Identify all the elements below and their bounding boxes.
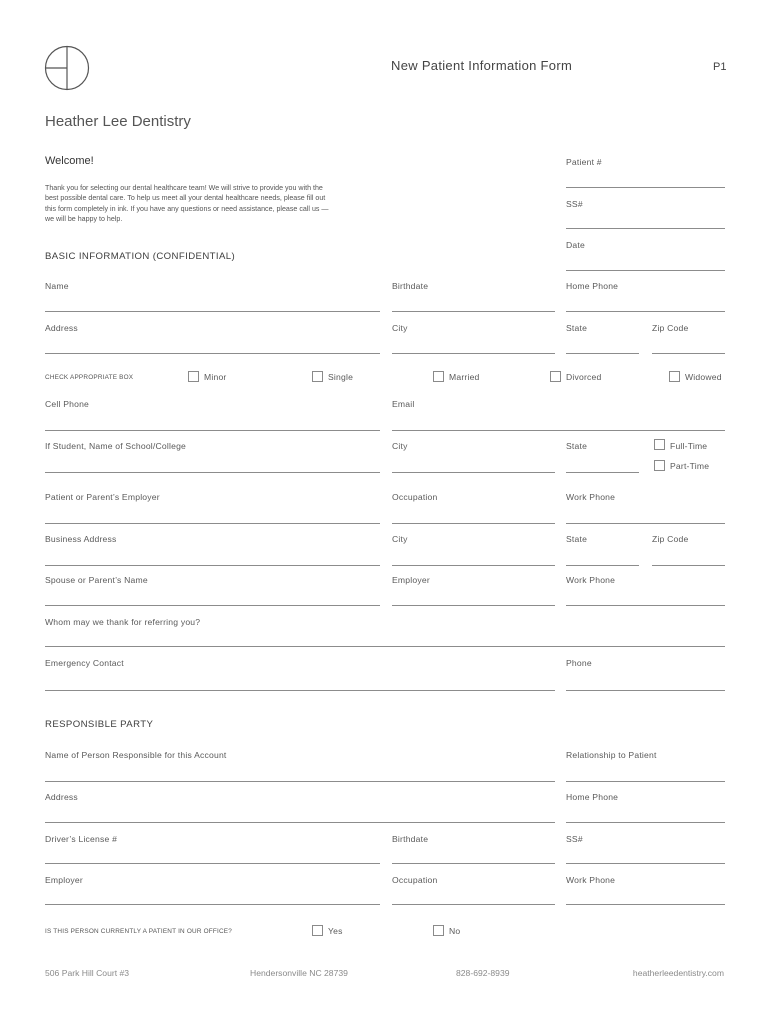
employer-field[interactable] [45, 523, 380, 524]
email-label: Email [392, 399, 415, 409]
address-field[interactable] [45, 353, 380, 354]
married-label: Married [449, 372, 480, 382]
patient-number-field[interactable] [566, 187, 725, 188]
responsible-address-field[interactable] [45, 822, 555, 823]
home-phone-label: Home Phone [566, 281, 619, 291]
welcome-line: we will be happy to help. [45, 215, 123, 224]
spouse-employer-label: Employer [392, 575, 430, 585]
practice-name: Heather Lee Dentistry [45, 113, 191, 130]
work-phone-label: Work Phone [566, 492, 616, 502]
patient-number-label: Patient # [566, 157, 602, 167]
form-title: New Patient Information Form [391, 58, 573, 73]
zip-field[interactable] [652, 353, 725, 354]
occupation-field[interactable] [392, 523, 555, 524]
school-field[interactable] [45, 472, 380, 473]
referral-label: Whom may we thank for referring you? [45, 617, 201, 627]
minor-label: Minor [204, 372, 227, 382]
emergency-contact-field[interactable] [45, 690, 555, 691]
license-label: Driver’s License # [45, 834, 118, 844]
cell-phone-field[interactable] [45, 430, 380, 431]
responsible-occupation-field[interactable] [392, 904, 555, 905]
welcome-heading: Welcome! [45, 155, 94, 167]
responsible-ss-field[interactable] [566, 863, 725, 864]
welcome-line: best possible dental care. To help us meet all your dental healthcare needs, please fill out [45, 194, 326, 203]
check-box-label: CHECK APPROPRIATE BOX [45, 374, 134, 381]
married-checkbox[interactable] [433, 371, 444, 382]
school-city-label: City [392, 441, 408, 451]
minor-checkbox[interactable] [188, 371, 199, 382]
footer-street: 506 Park Hill Court #3 [45, 968, 130, 978]
city-label: City [392, 323, 408, 333]
state-label: State [566, 323, 588, 333]
practice-logo [44, 45, 90, 91]
page-label: P1 [713, 61, 727, 73]
school-state-field[interactable] [566, 472, 639, 473]
spouse-work-phone-field[interactable] [566, 605, 725, 606]
responsible-address-label: Address [45, 792, 78, 802]
business-zip-label: Zip Code [652, 534, 689, 544]
school-label: If Student, Name of School/College [45, 441, 187, 451]
welcome-text [45, 183, 329, 225]
business-address-field[interactable] [45, 565, 380, 566]
spouse-work-phone-label: Work Phone [566, 575, 616, 585]
occupation-label: Occupation [392, 492, 438, 502]
part-time-checkbox[interactable] [654, 460, 665, 471]
business-state-label: State [566, 534, 588, 544]
spouse-name-field[interactable] [45, 605, 380, 606]
responsible-home-phone-field[interactable] [566, 822, 725, 823]
responsible-birthdate-label: Birthdate [392, 834, 429, 844]
school-state-label: State [566, 441, 588, 451]
single-label: Single [328, 372, 354, 382]
footer-city: Hendersonville NC 28739 [250, 968, 348, 978]
state-field[interactable] [566, 353, 639, 354]
birthdate-label: Birthdate [392, 281, 429, 291]
relationship-field[interactable] [566, 781, 725, 782]
emergency-contact-label: Emergency Contact [45, 658, 124, 668]
responsible-employer-label: Employer [45, 875, 83, 885]
divorced-label: Divorced [566, 372, 602, 382]
spouse-employer-field[interactable] [392, 605, 555, 606]
relationship-label: Relationship to Patient [566, 750, 657, 760]
name-label: Name [45, 281, 69, 291]
business-city-label: City [392, 534, 408, 544]
responsible-party-heading: RESPONSIBLE PARTY [45, 719, 154, 730]
welcome-line: this form completely in ink. If you have any questions or need assistance, please call us — [45, 204, 329, 213]
no-checkbox[interactable] [433, 925, 444, 936]
emergency-phone-field[interactable] [566, 690, 725, 691]
business-state-field[interactable] [566, 565, 639, 566]
footer-phone: 828-692-8939 [456, 968, 510, 978]
address-label: Address [45, 323, 78, 333]
business-address-label: Business Address [45, 534, 117, 544]
responsible-birthdate-field[interactable] [392, 863, 555, 864]
work-phone-field[interactable] [566, 523, 725, 524]
basic-info-heading: BASIC INFORMATION (CONFIDENTIAL) [45, 251, 236, 262]
employer-label: Patient or Parent’s Employer [45, 492, 160, 502]
responsible-work-phone-field[interactable] [566, 904, 725, 905]
cell-phone-label: Cell Phone [45, 399, 90, 409]
emergency-phone-label: Phone [566, 658, 592, 668]
part-time-label: Part-Time [670, 461, 710, 471]
responsible-occupation-label: Occupation [392, 875, 438, 885]
office-ss-label: SS# [566, 199, 583, 209]
city-field[interactable] [392, 353, 555, 354]
business-city-field[interactable] [392, 565, 555, 566]
responsible-name-field[interactable] [45, 781, 555, 782]
single-checkbox[interactable] [312, 371, 323, 382]
no-label: No [449, 926, 461, 936]
zip-label: Zip Code [652, 323, 689, 333]
responsible-home-phone-label: Home Phone [566, 792, 619, 802]
name-field[interactable] [45, 311, 380, 312]
welcome-line: Thank you for selecting our dental healthcare team! We will strive to provide you with the [45, 184, 323, 192]
responsible-work-phone-label: Work Phone [566, 875, 616, 885]
yes-checkbox[interactable] [312, 925, 323, 936]
office-ss-field[interactable] [566, 228, 725, 229]
home-phone-field[interactable] [566, 311, 725, 312]
current-patient-question: IS THIS PERSON CURRENTLY A PATIENT IN OUR OFFICE? [45, 928, 232, 935]
yes-label: Yes [328, 926, 343, 936]
widowed-label: Widowed [685, 372, 722, 382]
referral-field[interactable] [45, 646, 725, 647]
business-zip-field[interactable] [652, 565, 725, 566]
divorced-checkbox[interactable] [550, 371, 561, 382]
spouse-name-label: Spouse or Parent’s Name [45, 575, 148, 585]
email-field[interactable] [392, 430, 725, 431]
date-field[interactable] [566, 270, 725, 271]
responsible-ss-label: SS# [566, 834, 583, 844]
date-label: Date [566, 240, 585, 250]
full-time-checkbox[interactable] [654, 439, 665, 450]
responsible-name-label: Name of Person Responsible for this Account [45, 750, 227, 760]
school-city-field[interactable] [392, 472, 555, 473]
responsible-employer-field[interactable] [45, 904, 380, 905]
full-time-label: Full-Time [670, 441, 708, 451]
widowed-checkbox[interactable] [669, 371, 680, 382]
footer-website: heatherleedentistry.com [632, 968, 724, 978]
license-field[interactable] [45, 863, 380, 864]
birthdate-field[interactable] [392, 311, 555, 312]
